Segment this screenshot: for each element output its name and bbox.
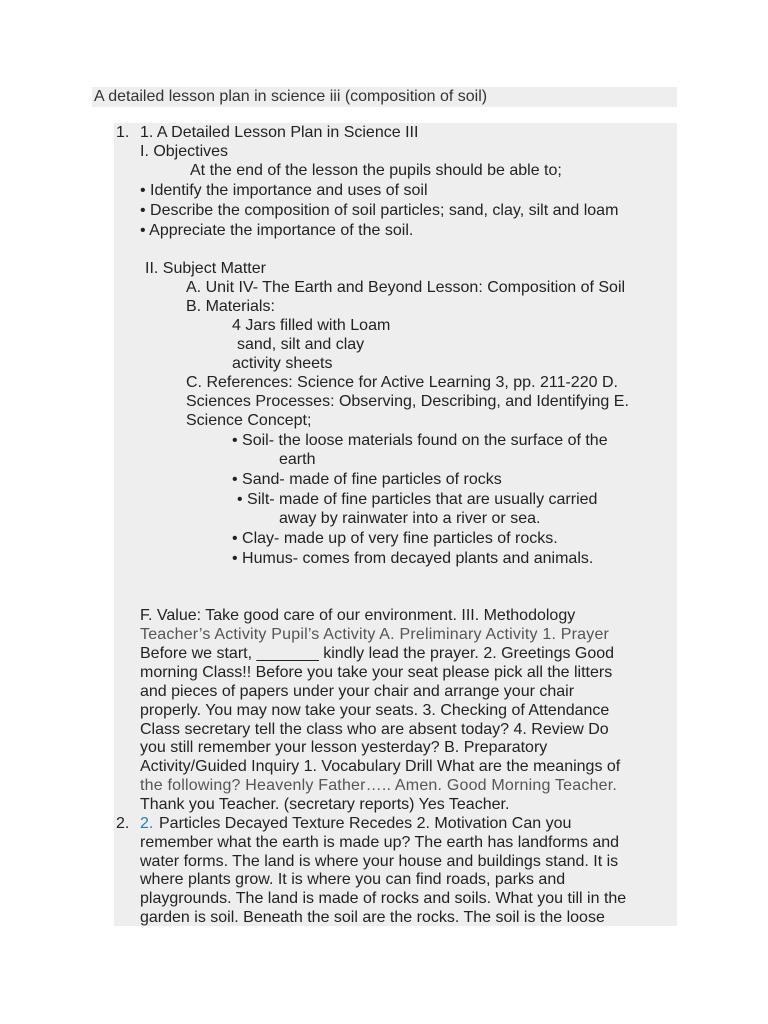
page-link[interactable]: 2.: [140, 815, 154, 832]
paragraph-line: you still remember your lesson yesterday? B. Preparatory: [140, 739, 548, 756]
list-number-1: 1.: [116, 124, 130, 141]
paragraph-line: morning Class!! Before you take your seat please pick all the litters: [140, 664, 613, 681]
references-line: C. References: Science for Active Learning 3, pp. 211-220 D.: [186, 374, 618, 391]
references-line: Science Concept;: [186, 412, 312, 429]
paragraph-line: Particles Decayed Texture Recedes 2. Motivation Can you: [159, 815, 572, 832]
references-line: Sciences Processes: Observing, Describing, and Identifying E.: [186, 393, 629, 410]
objective-bullet: • Appreciate the importance of the soil.: [140, 222, 414, 239]
document-title: A detailed lesson plan in science iii (composition of soil): [92, 87, 677, 107]
concept-bullet: • Soil- the loose materials found on the surface of the: [232, 432, 608, 449]
objective-bullet: • Describe the composition of soil particles; sand, clay, silt and loam: [140, 202, 619, 219]
material-item: 4 Jars filled with Loam: [232, 317, 391, 334]
paragraph-line: and pieces of papers under your chair and arrange your chair: [140, 683, 575, 700]
paragraph-line: water forms. The land is where your house and buildings stand. It is: [140, 853, 619, 870]
subject-matter-heading: II. Subject Matter: [145, 260, 266, 277]
paragraph-line: Activity/Guided Inquiry 1. Vocabulary Drill What are the meanings of: [140, 758, 621, 775]
paragraph-line: remember what the earth is made up? The earth has landforms and: [140, 834, 620, 851]
concept-bullet: • Sand- made of fine particles of rocks: [232, 471, 502, 488]
paragraph-line: playgrounds. The land is made of rocks and soils. What you till in the: [140, 890, 627, 907]
lesson-heading: 1. A Detailed Lesson Plan in Science III: [140, 124, 419, 141]
objectives-heading: I. Objectives: [140, 143, 229, 160]
materials-heading: B. Materials:: [186, 298, 275, 315]
paragraph-line: Thank you Teacher. (secretary reports) Yes Teacher.: [140, 796, 510, 813]
paragraph-line: Teacher’s Activity Pupil’s Activity A. Preliminary Activity 1. Prayer: [140, 626, 610, 643]
paragraph-line: the following? Heavenly Father….. Amen. Good Morning Teacher.: [140, 777, 618, 794]
paragraph-line: where plants grow. It is where you can find roads, parks and: [140, 871, 566, 888]
objectives-intro: At the end of the lesson the pupils should be able to;: [190, 162, 562, 179]
unit-line: A. Unit IV- The Earth and Beyond Lesson: Composition of Soil: [186, 279, 626, 296]
paragraph-line: F. Value: Take good care of our environment. III. Methodology: [140, 607, 576, 624]
list-number-2: 2.: [116, 815, 130, 832]
concept-bullet-cont: away by rainwater into a river or sea.: [279, 510, 541, 527]
concept-bullet-cont: earth: [279, 451, 316, 468]
paragraph-line: Before we start, _______ kindly lead the prayer. 2. Greetings Good: [140, 645, 615, 662]
material-item: sand, silt and clay: [237, 336, 365, 353]
concept-bullet: • Clay- made up of very fine particles of rocks.: [232, 530, 558, 547]
concept-bullet: • Silt- made of fine particles that are usually carried: [237, 491, 598, 508]
material-item: activity sheets: [232, 355, 333, 372]
objective-bullet: • Identify the importance and uses of soil: [140, 182, 428, 199]
concept-bullet: • Humus- comes from decayed plants and animals.: [232, 550, 594, 567]
paragraph-line: properly. You may now take your seats. 3. Checking of Attendance: [140, 702, 610, 719]
paragraph-line: garden is soil. Beneath the soil are the rocks. The soil is the loose: [140, 909, 605, 926]
paragraph-line: Class secretary tell the class who are absent today? 4. Review Do: [140, 721, 609, 738]
